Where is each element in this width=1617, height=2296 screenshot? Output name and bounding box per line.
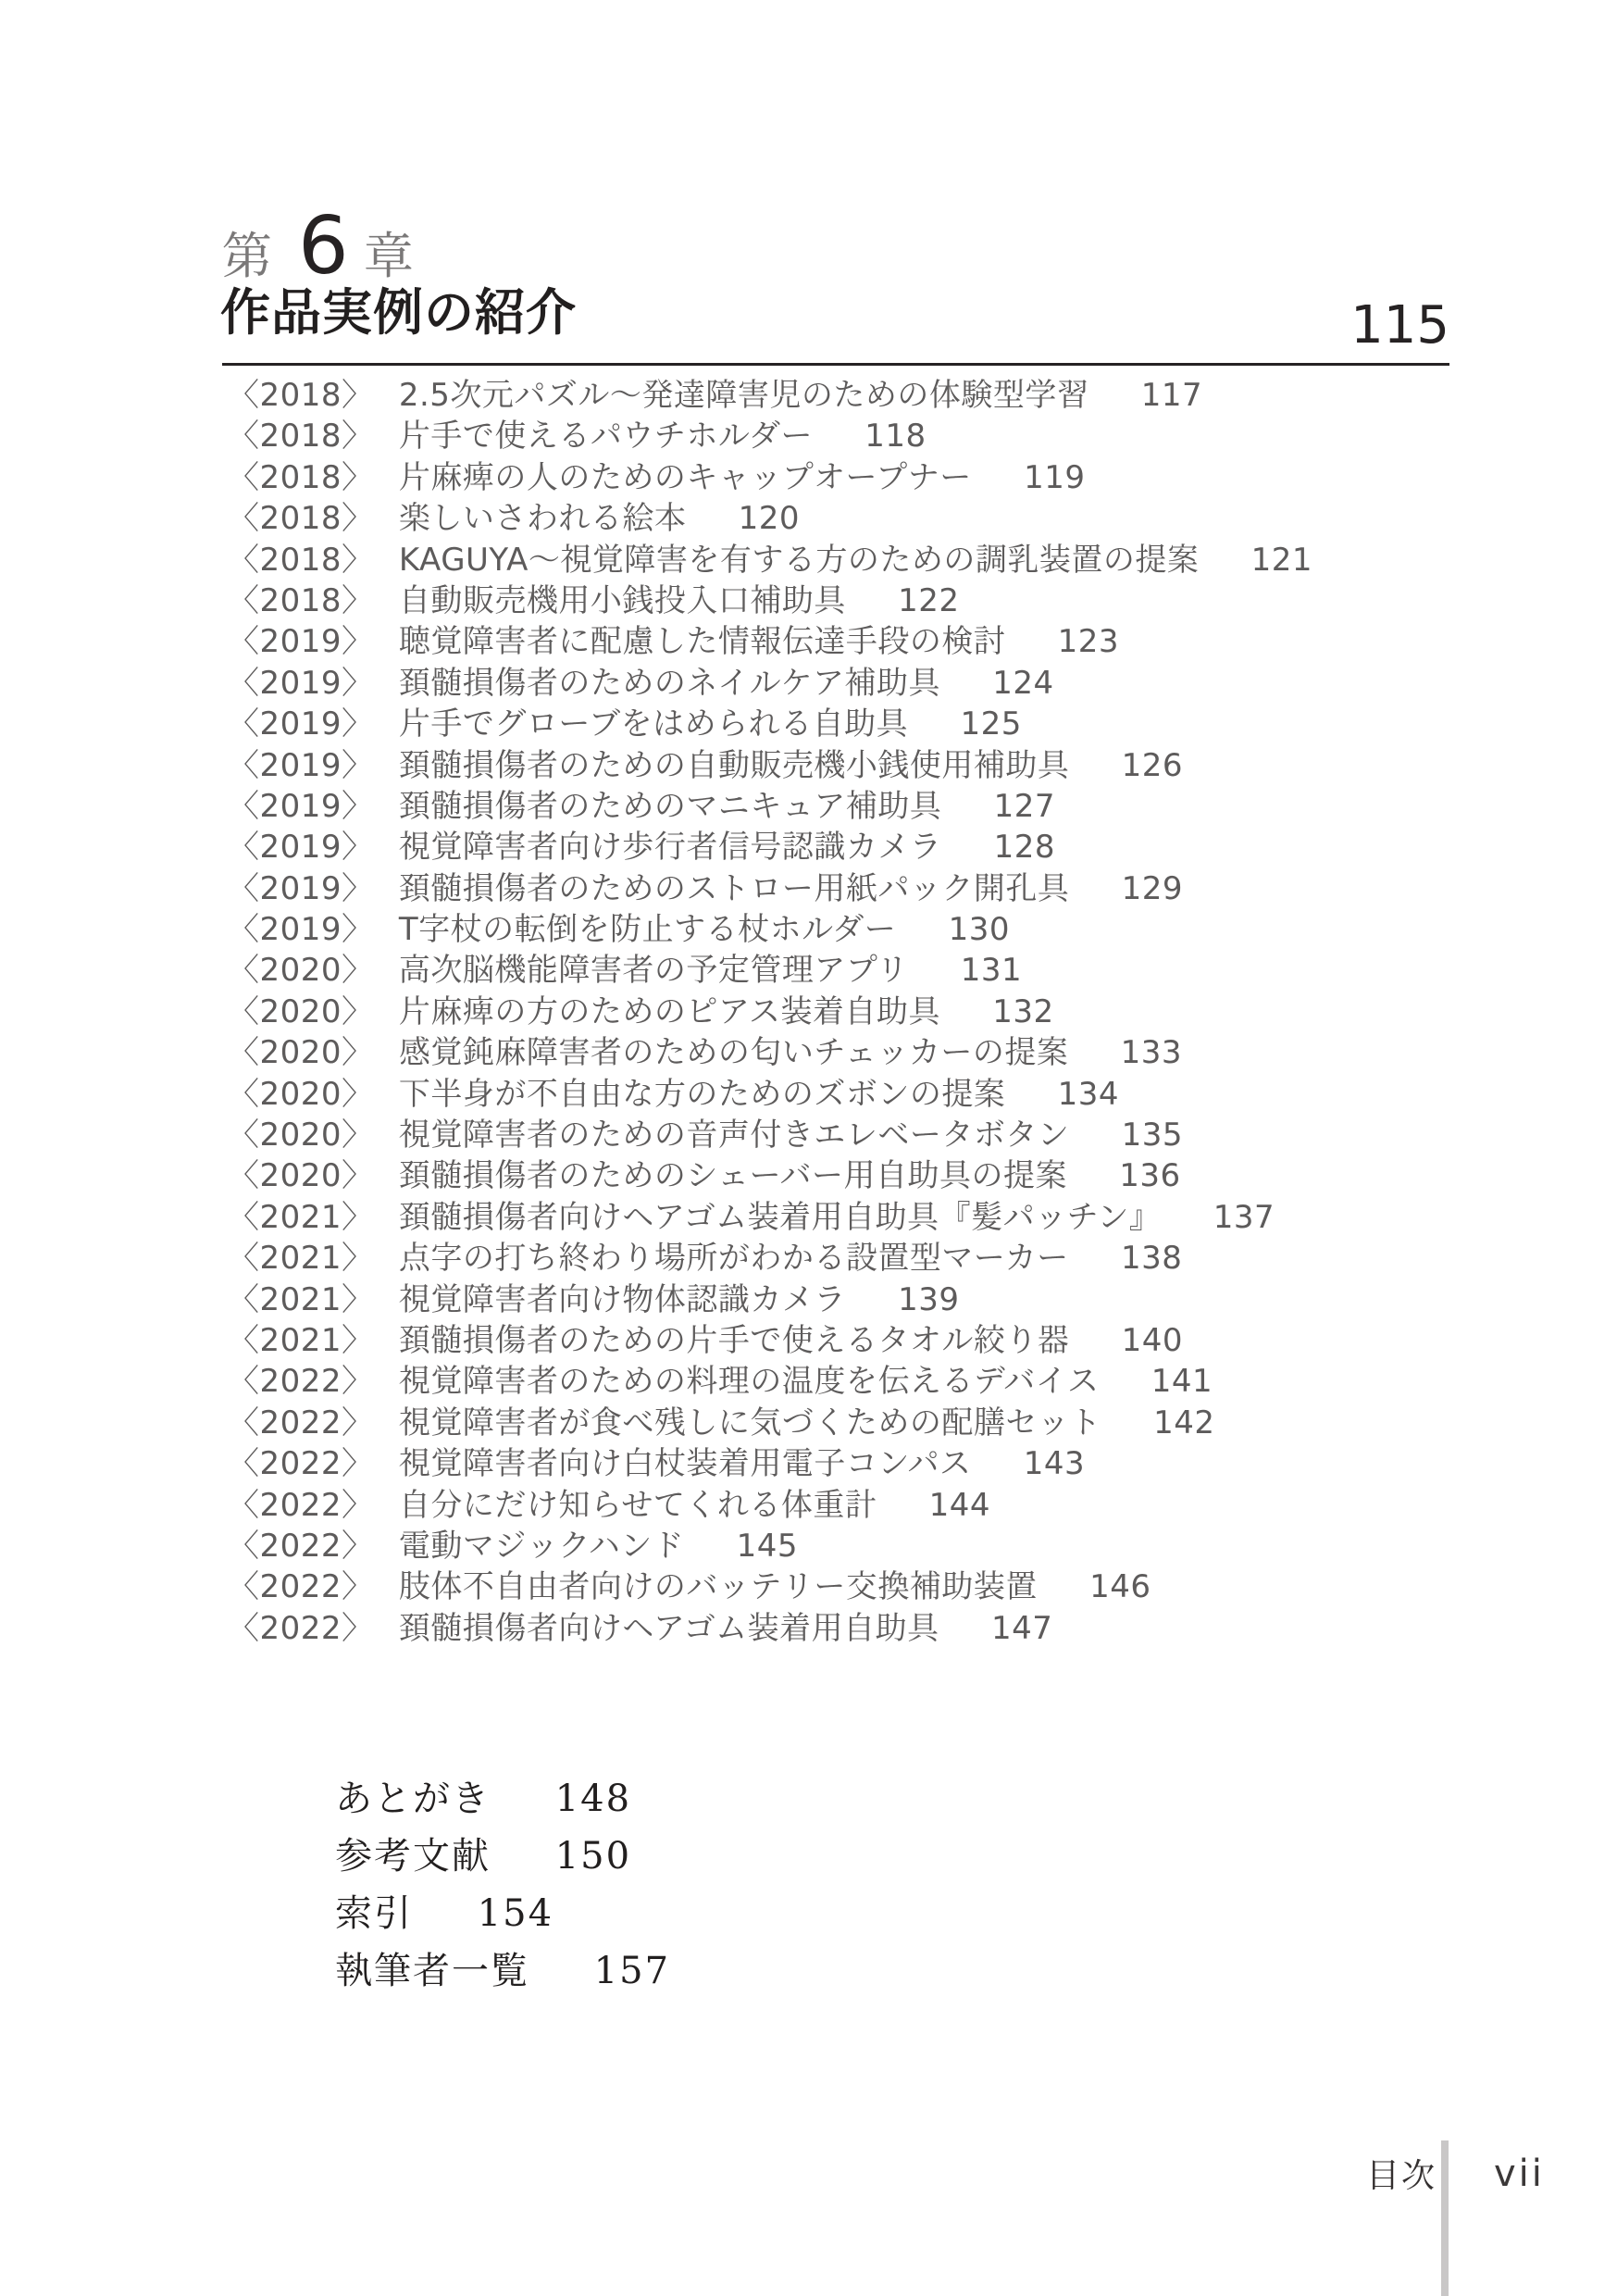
toc-entry xyxy=(228,580,1312,621)
heading-rule xyxy=(222,363,1449,366)
toc-entry-year: 〈2020〉 xyxy=(228,952,374,990)
footer-divider-bar xyxy=(1441,2140,1449,2296)
toc-entry-page: 145 xyxy=(736,1527,799,1565)
toc-entry xyxy=(228,827,1312,867)
backmatter-entry-label: 参考文献 xyxy=(335,1835,491,1878)
chapter-suffix: 章 xyxy=(363,227,414,285)
toc-entry-year: 〈2018〉 xyxy=(228,500,374,538)
toc-entry xyxy=(228,1485,1312,1526)
toc-entry-title: 視覚障害者向け歩行者信号認識カメラ xyxy=(398,829,942,867)
toc-entry-page: 142 xyxy=(1153,1404,1215,1441)
toc-entry xyxy=(228,540,1312,580)
toc-entry-title: 楽しいさわれる絵本 xyxy=(398,500,687,538)
toc-entry-page: 120 xyxy=(738,500,801,538)
backmatter-entry xyxy=(335,1770,670,1828)
toc-entry-page: 140 xyxy=(1121,1321,1184,1359)
toc-entry-title: 下半身が不自由な方のためのズボンの提案 xyxy=(398,1075,1006,1113)
toc-entry-title: 自分にだけ知らせてくれる体重計 xyxy=(398,1486,877,1524)
chapter-number: 6 xyxy=(298,200,349,293)
toc-entry xyxy=(228,1279,1312,1320)
toc-entry-page: 122 xyxy=(898,581,960,619)
toc-entry xyxy=(228,868,1312,909)
toc-entry xyxy=(228,1197,1312,1238)
toc-entry-title: 高次脳機能障害者の予定管理アプリ xyxy=(398,952,909,990)
toc-entry-year: 〈2019〉 xyxy=(228,869,374,907)
toc-entry-year: 〈2019〉 xyxy=(228,623,374,661)
toc-entry-title: 2.5次元パズル～発達障害児のための体験型学習 xyxy=(398,377,1089,414)
chapter-title: 作品実例の紹介 xyxy=(220,283,577,342)
toc-entry-page: 118 xyxy=(864,418,927,455)
toc-entry-year: 〈2019〉 xyxy=(228,705,374,743)
toc-entry xyxy=(228,786,1312,827)
toc-entry xyxy=(228,704,1312,744)
toc-entry xyxy=(228,457,1312,498)
toc-entry-title: 片麻痺の人のためのキャップオープナー xyxy=(398,458,972,496)
toc-entry-page: 137 xyxy=(1213,1198,1275,1236)
toc-entry xyxy=(228,621,1312,662)
chapter-prefix: 第 xyxy=(222,227,272,285)
toc-entry-title: 視覚障害者向け物体認識カメラ xyxy=(398,1280,846,1318)
toc-entry-year: 〈2018〉 xyxy=(228,377,374,414)
toc-entry-page: 123 xyxy=(1057,623,1120,661)
toc-entry-year: 〈2022〉 xyxy=(228,1445,374,1483)
toc-entry-page: 119 xyxy=(1024,458,1086,496)
toc-entry xyxy=(228,950,1312,991)
toc-entry-title: 頚髄損傷者のための自動販売機小銭使用補助具 xyxy=(398,746,1070,784)
toc-entry-title: 頚髄損傷者向けヘアゴム装着用自助具『髪パッチン』 xyxy=(398,1198,1162,1236)
toc-entry-year: 〈2019〉 xyxy=(228,746,374,784)
toc-entry-page: 117 xyxy=(1140,377,1203,414)
backmatter-entry-label: あとがき xyxy=(335,1778,491,1820)
toc-entry-title: T字杖の転倒を防止する杖ホルダー xyxy=(398,911,897,949)
toc-entry xyxy=(228,1608,1312,1649)
toc-entry-title: 片手で使えるパウチホルダー xyxy=(398,418,813,455)
backmatter-entry-label: 索引 xyxy=(335,1892,413,1935)
toc-entry-title: 頚髄損傷者向けヘアゴム装着用自助具 xyxy=(398,1609,939,1647)
toc-entry xyxy=(228,1032,1312,1073)
toc-entry-year: 〈2018〉 xyxy=(228,581,374,619)
toc-entry-page: 135 xyxy=(1121,1117,1184,1154)
toc-entry-title: 視覚障害者のための料理の温度を伝えるデバイス xyxy=(398,1363,1100,1401)
toc-entry xyxy=(228,375,1312,416)
toc-entry-page: 134 xyxy=(1057,1075,1120,1113)
chapter-heading xyxy=(222,200,414,293)
backmatter-entry xyxy=(335,1942,670,2000)
toc-entry-title: 自動販売機用小銭投入口補助具 xyxy=(398,581,846,619)
toc-entry-year: 〈2022〉 xyxy=(228,1486,374,1524)
toc-entry xyxy=(228,992,1312,1032)
toc-entry-title: 電動マジックハンド xyxy=(398,1527,685,1565)
toc-entry-year: 〈2022〉 xyxy=(228,1404,374,1441)
toc-entry xyxy=(228,1115,1312,1155)
backmatter-entry-label: 執筆者一覧 xyxy=(335,1950,529,1992)
toc-entry-year: 〈2020〉 xyxy=(228,1157,374,1195)
toc-entry xyxy=(228,1320,1312,1361)
toc-entry-title: 感覚鈍麻障害者のための匂いチェッカーの提案 xyxy=(398,1034,1069,1072)
toc-entry xyxy=(228,663,1312,704)
toc-entry-page: 121 xyxy=(1250,541,1313,579)
backmatter-entry-page: 150 xyxy=(554,1835,632,1878)
toc-entry-year: 〈2022〉 xyxy=(228,1568,374,1606)
toc-entry-page: 147 xyxy=(990,1609,1053,1647)
toc-entry-year: 〈2021〉 xyxy=(228,1280,374,1318)
toc-entry-page: 139 xyxy=(898,1280,960,1318)
toc-entry-year: 〈2019〉 xyxy=(228,829,374,867)
toc-entry-page: 129 xyxy=(1121,869,1184,907)
toc-entry-year: 〈2022〉 xyxy=(228,1363,374,1401)
toc-entry-page: 141 xyxy=(1151,1363,1213,1401)
toc-entry xyxy=(228,745,1312,786)
toc-entry-year: 〈2020〉 xyxy=(228,1075,374,1113)
toc-entry xyxy=(228,1361,1312,1402)
chapter-start-page: 115 xyxy=(1350,295,1449,356)
toc-entry-page: 138 xyxy=(1120,1240,1183,1278)
backmatter-list xyxy=(335,1770,670,2000)
toc-entry-year: 〈2019〉 xyxy=(228,787,374,825)
toc-entry-year: 〈2021〉 xyxy=(228,1240,374,1278)
toc-entry xyxy=(228,1074,1312,1115)
page-folio: vii xyxy=(1494,2152,1545,2195)
backmatter-entry xyxy=(335,1828,670,1885)
toc-entry-title: 頚髄損傷者のための片手で使えるタオル絞り器 xyxy=(398,1321,1070,1359)
backmatter-entry-page: 157 xyxy=(593,1950,671,1992)
toc-entry xyxy=(228,1155,1312,1196)
toc-entry-year: 〈2022〉 xyxy=(228,1527,374,1565)
toc-entry-title: KAGUYA～視覚障害を有する方のための調乳装置の提案 xyxy=(398,541,1200,579)
toc-entry xyxy=(228,1526,1312,1566)
toc-entry-page: 136 xyxy=(1119,1157,1181,1195)
toc-entry-title: 頚髄損傷者のためのマニキュア補助具 xyxy=(398,787,942,825)
toc-entry-page: 146 xyxy=(1089,1568,1151,1606)
toc-entry-page: 125 xyxy=(960,705,1022,743)
toc-entry-page: 126 xyxy=(1121,746,1184,784)
toc-entry-page: 124 xyxy=(992,664,1054,702)
toc-entry-page: 143 xyxy=(1023,1445,1086,1483)
toc-entry-year: 〈2021〉 xyxy=(228,1321,374,1359)
toc-entry xyxy=(228,1403,1312,1443)
toc-entry-year: 〈2021〉 xyxy=(228,1198,374,1236)
toc-entry-year: 〈2022〉 xyxy=(228,1609,374,1647)
toc-entry-title: 片手でグローブをはめられる自助具 xyxy=(398,705,909,743)
toc-entry-page: 144 xyxy=(928,1486,991,1524)
toc-entry-year: 〈2018〉 xyxy=(228,541,374,579)
toc-entry-page: 130 xyxy=(948,911,1010,949)
toc-entry-title: 視覚障害者向け白杖装着用電子コンパス xyxy=(398,1445,972,1483)
toc-entry xyxy=(228,909,1312,950)
toc-entry-page: 132 xyxy=(992,992,1054,1030)
toc-entry-page: 133 xyxy=(1120,1034,1183,1072)
toc-entry-year: 〈2018〉 xyxy=(228,458,374,496)
toc-entry-title: 頚髄損傷者のためのシェーバー用自助具の提案 xyxy=(398,1157,1067,1195)
toc-entry-title: 視覚障害者が食べ残しに気づくための配膳セット xyxy=(398,1404,1101,1441)
toc-entry xyxy=(228,1443,1312,1484)
toc-entry-year: 〈2020〉 xyxy=(228,992,374,1030)
footer-section-label: 目次 xyxy=(1366,2157,1437,2195)
toc-entry-year: 〈2019〉 xyxy=(228,664,374,702)
toc-entry-title: 視覚障害者のための音声付きエレベータボタン xyxy=(398,1117,1070,1154)
toc-entry-title: 頚髄損傷者のためのストロー用紙パック開孔具 xyxy=(398,869,1070,907)
toc-entry-year: 〈2020〉 xyxy=(228,1117,374,1154)
toc-entry-title: 点字の打ち終わり場所がわかる設置型マーカー xyxy=(398,1240,1069,1278)
toc-entry-title: 聴覚障害者に配慮した情報伝達手段の検討 xyxy=(398,623,1006,661)
toc-entry-page: 128 xyxy=(993,829,1056,867)
toc-entry-title: 片麻痺の方のためのピアス装着自助具 xyxy=(398,992,940,1030)
toc-entry xyxy=(228,498,1312,539)
backmatter-entry-page: 148 xyxy=(554,1778,632,1820)
toc-entry xyxy=(228,1566,1312,1607)
toc-entry-title: 肢体不自由者向けのバッテリー交換補助装置 xyxy=(398,1568,1038,1606)
toc-entry-year: 〈2020〉 xyxy=(228,1034,374,1072)
toc-entry-title: 頚髄損傷者のためのネイルケア補助具 xyxy=(398,664,940,702)
toc-entry-page: 127 xyxy=(993,787,1056,825)
toc-entry xyxy=(228,416,1312,456)
toc-list xyxy=(228,375,1312,1649)
toc-entry-year: 〈2018〉 xyxy=(228,418,374,455)
toc-entry-year: 〈2019〉 xyxy=(228,911,374,949)
backmatter-entry-page: 154 xyxy=(477,1892,554,1935)
toc-entry-page: 131 xyxy=(960,952,1023,990)
backmatter-entry xyxy=(335,1885,670,1942)
toc-entry xyxy=(228,1238,1312,1279)
